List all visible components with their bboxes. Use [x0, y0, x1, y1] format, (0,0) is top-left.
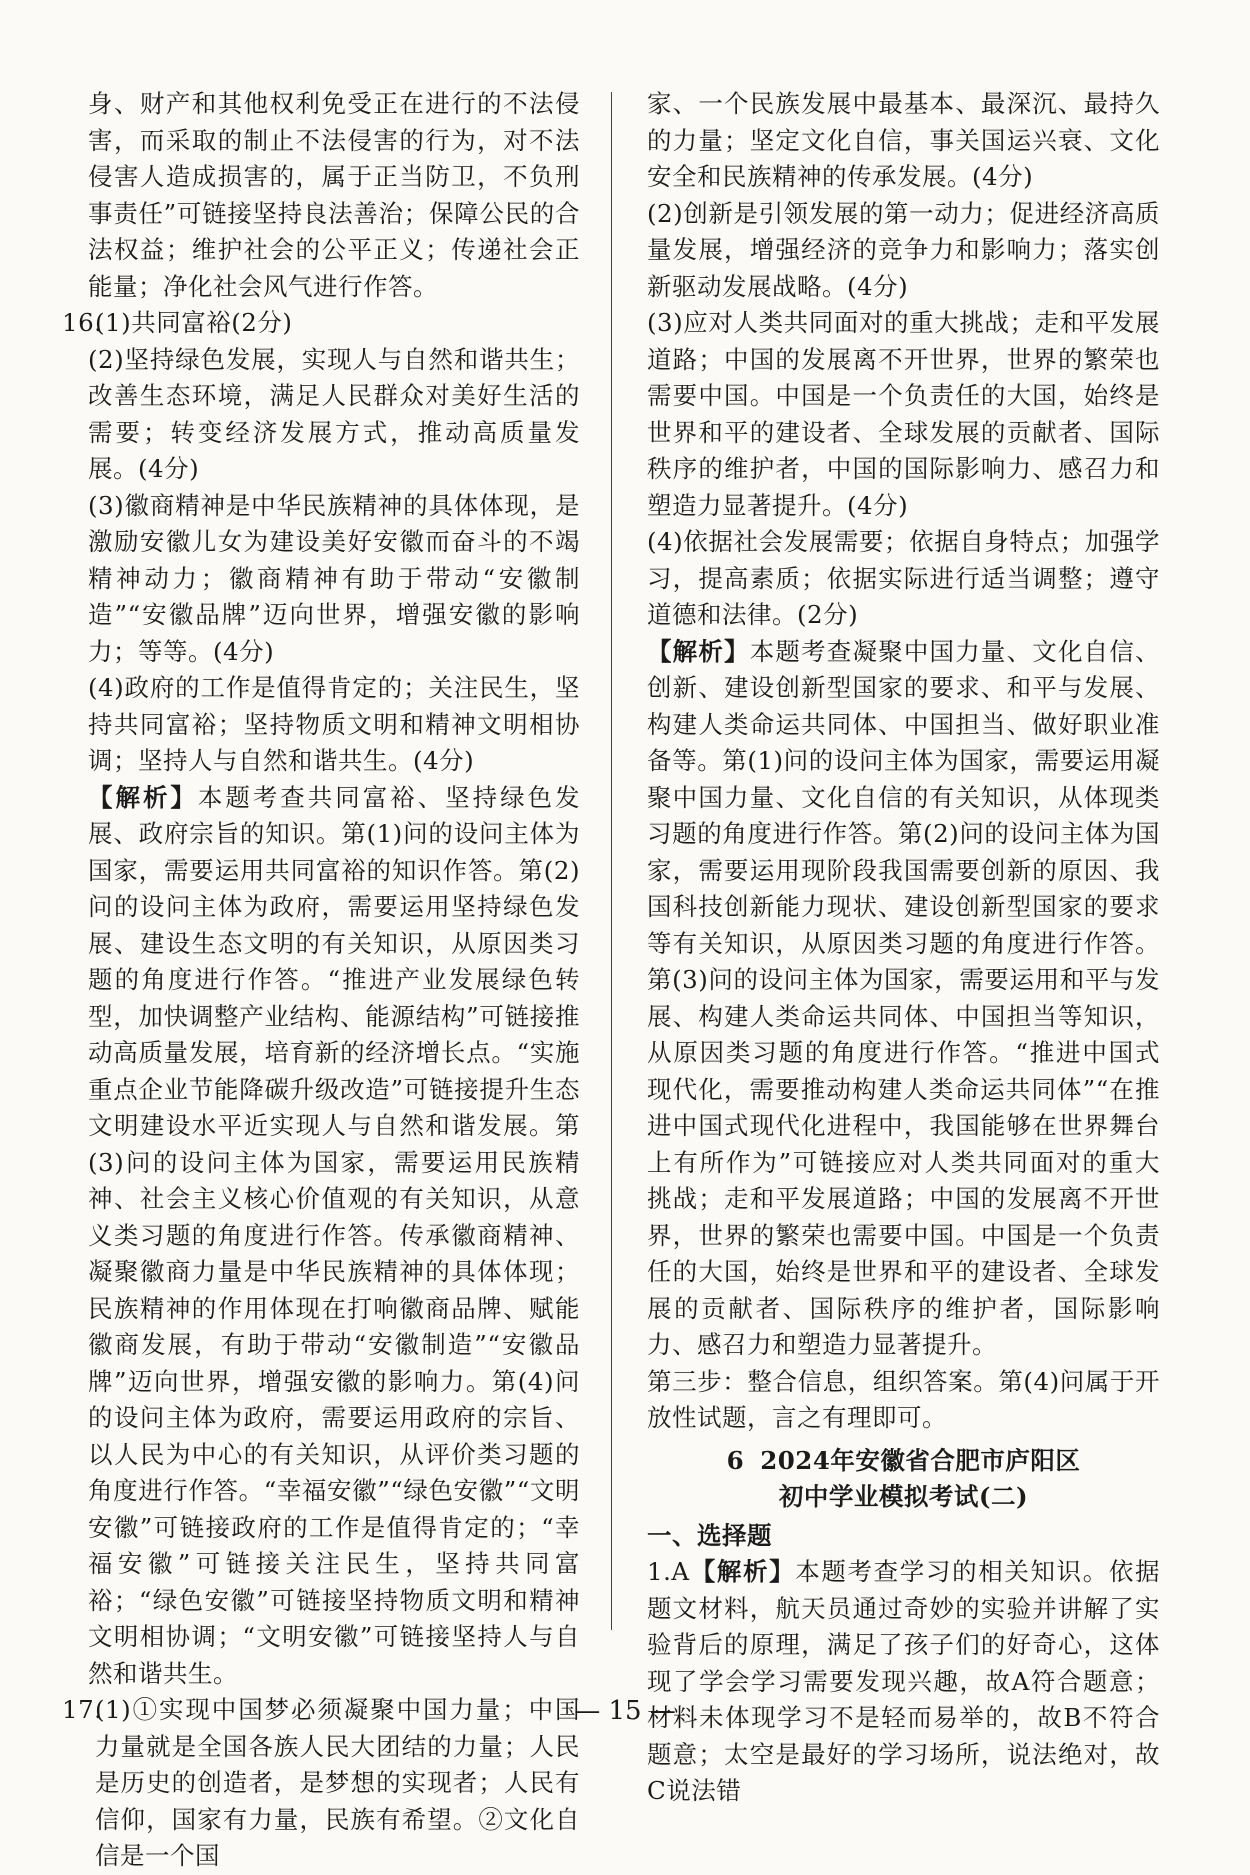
- q17-continuation: 家、一个民族发展中最基本、最深沉、最持久的力量；坚定文化自信，事关国运兴衰、文化安全和民族精神的传承发展。(4分): [647, 89, 1160, 191]
- q1-number: 1.: [647, 1557, 672, 1586]
- q16-block: [62, 305, 580, 342]
- q15-continuation: 身、财产和其他权利免受正在进行的不法侵害，而采取的制止不法侵害的行为，对不法侵害人造成损害的，属于正当防卫，不负刑事责任”可链接坚持良法善治；保障公民的合法权益；维护社会的公平正义；传递社会正能量；净化社会风气进行作答。: [88, 89, 580, 301]
- section-subtitle: 初中学业模拟考试(二): [778, 1482, 1029, 1511]
- q17-analysis: [647, 634, 1160, 1364]
- q1-analysis-text: 本题考查学习的相关知识。依据题文材料，航天员通过奇妙的实验并讲解了实验背后的原理，满足了孩子们的好奇心，这体现了学会学习需要发现兴趣，故A符合题意；材料未体现学习不是轻而易举的，故B不符合题意；太空是最好的学习场所，说法绝对，故C说法错: [647, 1557, 1161, 1805]
- q16-part2: (2)坚持绿色发展，实现人与自然和谐共生；改善生态环境，满足人民群众对美好生活的需要；转变经济发展方式，推动高质量发展。(4分): [88, 344, 580, 483]
- analysis-label: 【解析】: [647, 636, 750, 666]
- q17-part4: (4)依据社会发展需要；依据自身特点；加强学习，提高素质；依据实际进行适当调整；遵守道德和法律。(2分): [647, 527, 1160, 629]
- q16-part4: (4)政府的工作是值得肯定的；关注民生，坚持共同富裕；坚持物质文明和精神文明相协调；坚持人与自然和谐共生。(4分): [88, 673, 580, 775]
- q16-analysis-text: 本题考查共同富裕、坚持绿色发展、政府宗旨的知识。第(1)问的设问主体为国家，需要运用共同富裕的知识作答。第(2)问的设问主体为政府，需要运用坚持绿色发展、建设生态文明的有关知识，从原因类习题的角度进行作答。“推进产业发展绿色转型，加快调整产业结构、能源结构”可链接推动高质量发展，培育新的经济增长点。“实施重点企业节能降碳升级改造”可链接提升生态文明建设水平近实现人与自然和谐发展。第(3)问的设问主体为国家，需要运用民族精神、社会主义核心价值观的有关知识，从意义类习题的角度进行作答。传承徽商精神、凝聚徽商力量是中华民族精神的具体体现；民族精神的作用体现在打响徽商品牌、赋能徽商发展，有助于带动“安徽制造”“安徽品牌”迈向世界，增强安徽的影响力。第(4)问的设问主体为政府，需要运用政府的宗旨、以人民为中心的有关知识，从评价类习题的角度进行作答。“幸福安徽”“绿色安徽”“文明安徽”可链接政府的工作是值得肯定的；“幸福安徽”可链接关注民生，坚持共同富裕；“绿色安徽”可链接坚持物质文明和精神文明相协调；“文明安徽”可链接坚持人与自然和谐共生。: [88, 782, 581, 1688]
- q17-analysis-text: 本题考查凝聚中国力量、文化自信、创新、建设创新型国家的要求、和平与发展、构建人类命运共同体、中国担当、做好职业准备等。第(1)问的设问主体为国家，需要运用凝聚中国力量、文化自信的有关知识，从体现类习题的角度进行作答。第(2)问的设问主体为国家，需要运用现阶段我国需要创新的原因、我国科技创新能力现状、建设创新型国家的要求等有关知识，从原因类习题的角度进行作答。第(3)问的设问主体为国家，需要运用和平与发展、构建人类命运共同体、中国担当等知识，从原因类习题的角度进行作答。“推进中国式现代化，需要推动构建人类命运共同体”“在推进中国式现代化进程中，我国能够在世界舞台上有所作为”可链接应对人类共同面对的重大挑战；走和平发展道路；中国的发展离不开世界，世界的繁荣也需要中国。中国是一个负责任的大国，始终是世界和平的建设者、全球发展的贡献者、国际秩序的维护者，国际影响力、感召力和塑造力显著提升。: [647, 636, 1161, 1359]
- q16-analysis: [62, 780, 580, 1693]
- q16-part3: (3)徽商精神是中华民族精神的具体体现，是激励安徽儿女为建设美好安徽而奋斗的不竭精神动力；徽商精神有助于带动“安徽制造”“安徽品牌”迈向世界，增强安徽的影响力；等等。(4分): [88, 490, 580, 666]
- page-number: — 15 —: [574, 1696, 676, 1726]
- q16-number: 16.: [62, 308, 103, 337]
- q17-part3: (3)应对人类共同面对的重大挑战；走和平发展道路；中国的发展离不开世界，世界的繁荣也需要中国。中国是一个负责任的大国，始终是世界和平的建设者、全球发展的贡献者、国际秩序的维护者，中国的国际影响力、感召力和塑造力显著提升。(4分): [647, 308, 1160, 520]
- q1-answer: [647, 1554, 1160, 1810]
- q17-number: 17.: [62, 1695, 103, 1724]
- exam-section-heading: [647, 1443, 1160, 1480]
- q17-part2: (2)创新是引领发展的第一动力；促进经济高质量发展，增强经济的竞争力和影响力；落实创新驱动发展战略。(4分): [647, 198, 1160, 301]
- column-divider: [611, 92, 612, 1630]
- q17-part1: (1)①实现中国梦必须凝聚中国力量；中国力量就是全国各族人民大团结的力量；人民是历史的创造者，是梦想的实现者；人民有信仰，国家有力量，民族有希望。②文化自信是一个国: [95, 1695, 580, 1870]
- analysis-label: 【解析】: [88, 782, 198, 812]
- section-number: 6: [726, 1445, 745, 1475]
- section-title: 2024年安徽省合肥市庐阳区: [760, 1445, 1081, 1475]
- q16-part1: (1)共同富裕(2分): [95, 308, 293, 337]
- analysis-label: 【解析】: [689, 1557, 796, 1586]
- choice-heading: 一、选择题: [647, 1520, 772, 1550]
- left-column: [62, 86, 580, 1875]
- q1-choice: A: [671, 1557, 690, 1586]
- q17-step3: 第三步：整合信息，组织答案。第(4)问属于开放性试题，言之有理即可。: [647, 1366, 1160, 1432]
- right-column: [647, 86, 1160, 1810]
